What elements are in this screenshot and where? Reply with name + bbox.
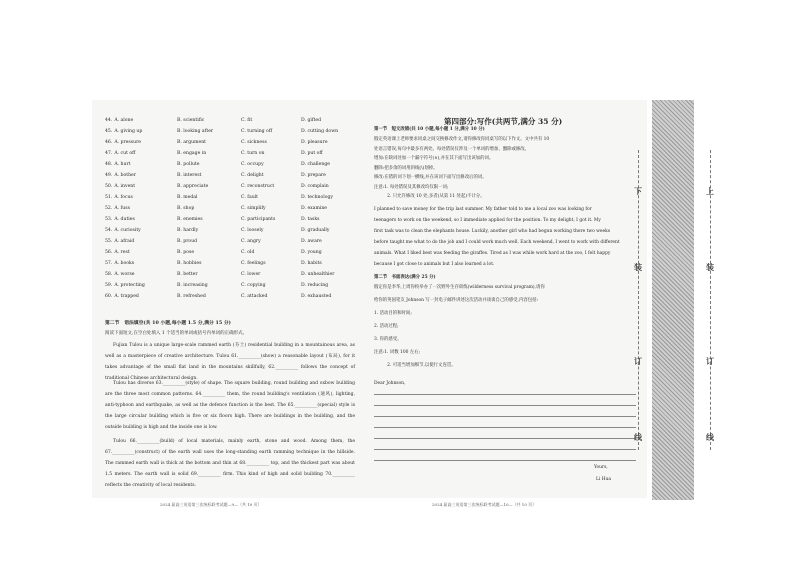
grammar-paragraph-2: Tulou has diverse 63.__________(style) of shape. The square building, round building and oxbow building are the three most common patterns. 64.__________ them, the round building's ventilation (通风), lighting, anti-typhoon and earthquake, as well as the defence function is the best. The 65.__________(special) style is the large circular building which is five or six floors high. There are buildings in the building, and the outside building is high and the inside one is low.: [105, 381, 355, 430]
option-d: D. examine: [301, 206, 327, 211]
option-c: C. occupy: [241, 162, 264, 167]
option-a-text: A. focus: [114, 195, 133, 200]
instruction-line: 修改:在错的词下划一横线,并在该词下面写出修改后的词。: [374, 175, 487, 180]
option-a-text: A. giving up: [114, 129, 143, 134]
signature: Li Hua: [596, 477, 611, 482]
option-c: C. feelings: [241, 261, 266, 266]
passage-line: I planned to save money for the trip last summer. My father told to me a local zoo was looking for: [374, 207, 592, 212]
option-b: B. enemies: [177, 217, 203, 222]
option-a: [105, 215, 135, 224]
option-d: D. put off: [301, 151, 323, 156]
binding-strip: [652, 100, 694, 500]
option-b: B. scientific: [177, 118, 205, 123]
instruction-line: 增加:在缺词处加一个漏字符号(∧),并在其下面写出该加的词。: [374, 156, 494, 161]
question-number: 59.: [105, 283, 113, 288]
option-b: B. hobbies: [177, 261, 202, 266]
option-a-text: A. books: [114, 261, 135, 266]
option-c: C. loosely: [241, 228, 264, 233]
option-row: [105, 127, 355, 136]
option-row: [105, 182, 355, 191]
salutation: Dear Johnson,: [374, 381, 406, 386]
instruction-line: 注意:1. 词数 100 左右;: [374, 350, 421, 355]
answer-line[interactable]: [374, 394, 636, 395]
binding-label-left-1: 下: [634, 186, 642, 196]
option-a-text: A. cut off: [114, 151, 136, 156]
option-d: D. reducing: [301, 283, 329, 288]
option-c: C. delight: [241, 173, 264, 178]
option-b: B. argument: [177, 140, 207, 145]
answer-line[interactable]: [374, 427, 636, 428]
option-c: C. fit: [241, 118, 253, 123]
option-a: [105, 138, 141, 147]
option-row: [105, 204, 355, 213]
option-a: [105, 149, 135, 158]
option-c: C. turn on: [241, 151, 265, 156]
answer-line[interactable]: [374, 405, 636, 406]
binding-label-right-4: 线: [706, 432, 714, 442]
binding-label-right-3: 订: [706, 356, 714, 366]
instruction-line: 1. 活动目的和时间;: [374, 311, 412, 316]
question-number: 55.: [105, 239, 113, 244]
option-a: [105, 182, 135, 191]
instruction-line: 删除:把多余的词用斜线(\)划掉。: [374, 165, 438, 171]
question-number: 46.: [105, 140, 113, 145]
option-a: [105, 226, 141, 235]
option-d: D. challenge: [301, 162, 330, 167]
option-row: [105, 160, 355, 169]
option-c: C. fault: [241, 195, 258, 200]
binding-label-right-1: 上: [706, 186, 714, 196]
option-d: D. young: [301, 250, 322, 255]
question-number: 44.: [105, 118, 113, 123]
instruction-line: 处语言错误,每句中最多有两处。每处错误仅涉及一个单词的增加、删除或修改。: [374, 146, 530, 152]
option-a-text: A. pressure: [114, 140, 141, 145]
binding-label-left-3: 订: [634, 356, 642, 366]
option-a: [105, 116, 133, 125]
answer-line[interactable]: [374, 460, 636, 461]
question-number: 54.: [105, 228, 113, 233]
closing: Yours,: [594, 465, 608, 470]
question-number: 48.: [105, 162, 113, 167]
option-b: B. appreciate: [177, 184, 209, 189]
option-a-text: A. invent: [114, 184, 136, 189]
option-b: B. hardly: [177, 228, 199, 233]
option-a-text: A. duties: [114, 217, 135, 222]
option-a-text: A. rest: [114, 250, 130, 255]
question-number: 56.: [105, 250, 113, 255]
option-a: [105, 171, 136, 180]
option-row: [105, 226, 355, 235]
answer-line[interactable]: [374, 416, 636, 417]
option-row: [105, 237, 355, 246]
option-row: [105, 270, 355, 279]
instruction-line: 2. 活动过程;: [374, 324, 399, 329]
binding-label-left-2: 装: [634, 262, 642, 272]
option-row: [105, 292, 355, 301]
option-c: C. reconstruct: [241, 184, 275, 189]
option-a-text: A. worse: [114, 272, 135, 277]
option-a: [105, 204, 130, 213]
option-a: [105, 193, 133, 202]
answer-line[interactable]: [374, 449, 636, 450]
option-a-text: A. alone: [114, 118, 134, 123]
option-d: D. aware: [301, 239, 322, 244]
option-row: [105, 281, 355, 290]
option-a: [105, 237, 134, 246]
grammar-section-title: 第二节 语法填空(共 10 小题,每小题 1.5 分,满分 15 分): [105, 320, 231, 326]
passage-line: animals. What I liked best was feeding the giraffes. Tired as I was while work hard at the zoo, I felt happy: [374, 251, 611, 256]
question-number: 47.: [105, 151, 113, 156]
option-b: B. pollute: [177, 162, 200, 167]
option-a-text: A. hurt: [114, 162, 131, 167]
option-c: C. sickness: [241, 140, 267, 145]
option-a: [105, 127, 142, 136]
question-number: 45.: [105, 129, 113, 134]
option-d: D. prepare: [301, 173, 326, 178]
option-b: B. refreshed: [177, 294, 206, 299]
instruction-line: 假定你是李华,上周你校举办了一次野外生存训练(wilderness survival program),请你: [374, 285, 545, 290]
option-d: D. cutting down: [301, 129, 339, 134]
option-b: B. engage in: [177, 151, 207, 156]
option-a-text: A. afraid: [114, 239, 135, 244]
option-b: B. shop: [177, 206, 195, 211]
option-a: [105, 248, 130, 257]
option-row: [105, 215, 355, 224]
left-footer: 2024 届高三英语第三次统标联考试题—9—（共 10 页）: [160, 502, 262, 507]
option-b: B. looking after: [177, 129, 214, 134]
passage-line: first task was to clean the elephants house. Luckily, another girl who had begun working there two weeks: [374, 229, 610, 234]
option-row: [105, 138, 355, 147]
option-d: D. exhausted: [301, 294, 332, 299]
option-row: [105, 259, 355, 268]
answer-line[interactable]: [374, 438, 636, 439]
instruction-line: 3. 你的感受。: [374, 337, 402, 342]
binding-label-right-2: 装: [706, 262, 714, 272]
option-b: B. better: [177, 272, 198, 277]
option-row: [105, 149, 355, 158]
option-c: C. attacked: [241, 294, 268, 299]
option-b: B. proud: [177, 239, 198, 244]
option-c: C. participants: [241, 217, 276, 222]
option-c: C. turning off: [241, 129, 273, 134]
option-a: [105, 259, 134, 268]
option-d: D. pleasure: [301, 140, 328, 145]
option-a: [105, 270, 135, 279]
option-a-text: A. protecting: [114, 283, 145, 288]
binding-label-left-4: 线: [634, 432, 642, 442]
writing-section-title: 第二节 书面表达(满分 25 分): [374, 275, 436, 280]
option-d: D. tasks: [301, 217, 320, 222]
passage-line: because I got close to animals but I also learned a lot.: [374, 262, 495, 267]
instruction-line: 2. 只允许修改 10 处,多者(从第 11 处起)不计分。: [374, 194, 485, 199]
passage-line: teenagers to work on the weekend, so I immediate applied for the position. To my delight, I got it. My: [374, 218, 601, 223]
option-d: D. complain: [301, 184, 329, 189]
option-c: C. lower: [241, 272, 261, 277]
option-a-text: A. bother: [114, 173, 136, 178]
grammar-paragraph-1: Fujian Tulou is a unique large-scale rammed earth (夯土) residential building in a mountainous area, as well as a masterpiece of creative architecture. Tulou 61.__________(show) a reasonable layout (布局), for it takes advantage of the small flat land in the mountains skillfully, 62.__________ follows the concept of traditional Chinese architectural design.: [105, 343, 355, 381]
instruction-line: 给你的英国笔友 Johnson 写一封电子邮件讲述这次活动并谈谈自己的感受,内容包括:: [374, 298, 538, 303]
option-b: B. increasing: [177, 283, 208, 288]
option-row: [105, 116, 355, 125]
grammar-instruction: 阅读下面短文,在空白处填入 1 个适当的单词或括号内单词的正确形式。: [105, 331, 248, 336]
instruction-line: 2. 可适当增加细节,以使行文连贯。: [374, 363, 456, 368]
right-footer: 2024 届高三英语第三次统标联考试题—10—（共 10 页）: [432, 502, 537, 507]
instruction-line: 假定英语课上老师要求同桌之间交换修改作文,请你修改你同桌写的以下作文。文中共有 10: [374, 137, 550, 142]
question-number: 60.: [105, 294, 113, 299]
option-a-text: A. fuss: [114, 206, 130, 211]
question-number: 57.: [105, 261, 113, 266]
option-row: [105, 171, 355, 180]
option-c: C. simplify: [241, 206, 266, 211]
option-row: [105, 193, 355, 202]
option-c: C. angry: [241, 239, 261, 244]
option-b: B. interest: [177, 173, 202, 178]
question-number: 51.: [105, 195, 113, 200]
instruction-line: 注意:1. 每处错误及其修改均仅限一词;: [374, 184, 449, 190]
option-c: C. copying: [241, 283, 266, 288]
option-a: [105, 281, 145, 290]
option-b: B. medal: [177, 195, 198, 200]
error-correction-title: 第一节 短文改错(共 10 小题,每小题 1 分,满分 10 分): [374, 127, 485, 132]
option-a-text: A. trapped: [114, 294, 139, 299]
question-number: 52.: [105, 206, 113, 211]
option-c: C. old: [241, 250, 255, 255]
option-d: D. gradually: [301, 228, 330, 233]
question-number: 58.: [105, 272, 113, 277]
question-number: 49.: [105, 173, 113, 178]
option-d: D. habits: [301, 261, 322, 266]
option-d: D. gifted: [301, 118, 322, 123]
passage-line: before taught me what to do the job and I could work much well. Each weekend, I went to work with different: [374, 240, 620, 245]
option-d: D. technology: [301, 195, 334, 200]
question-number: 53.: [105, 217, 113, 222]
grammar-paragraph-3: Tulou 66.__________(build) of local materials, mainly earth, stone and wood. Among them, the 67.__________(construct) of the earth wall uses the long-standing earth ramming technique in the hillside. The rammed earth wall is thick at the bottom and thin at 68.__________ top, and the thickest part was about 1.5 meters. The earth wall is solid 69.__________ firm. This kind of high and solid building 70.__________ reflects the creativity of local residents.: [105, 439, 355, 488]
option-a: [105, 160, 131, 169]
option-d: D. unhealthier: [301, 272, 335, 277]
option-a: [105, 292, 139, 301]
writing-part-title: 第四部分:写作(共两节,满分 35 分): [444, 117, 563, 126]
question-number: 50.: [105, 184, 113, 189]
option-row: [105, 248, 355, 257]
option-b: B. pose: [177, 250, 195, 255]
option-a-text: A. curiosity: [114, 228, 141, 233]
